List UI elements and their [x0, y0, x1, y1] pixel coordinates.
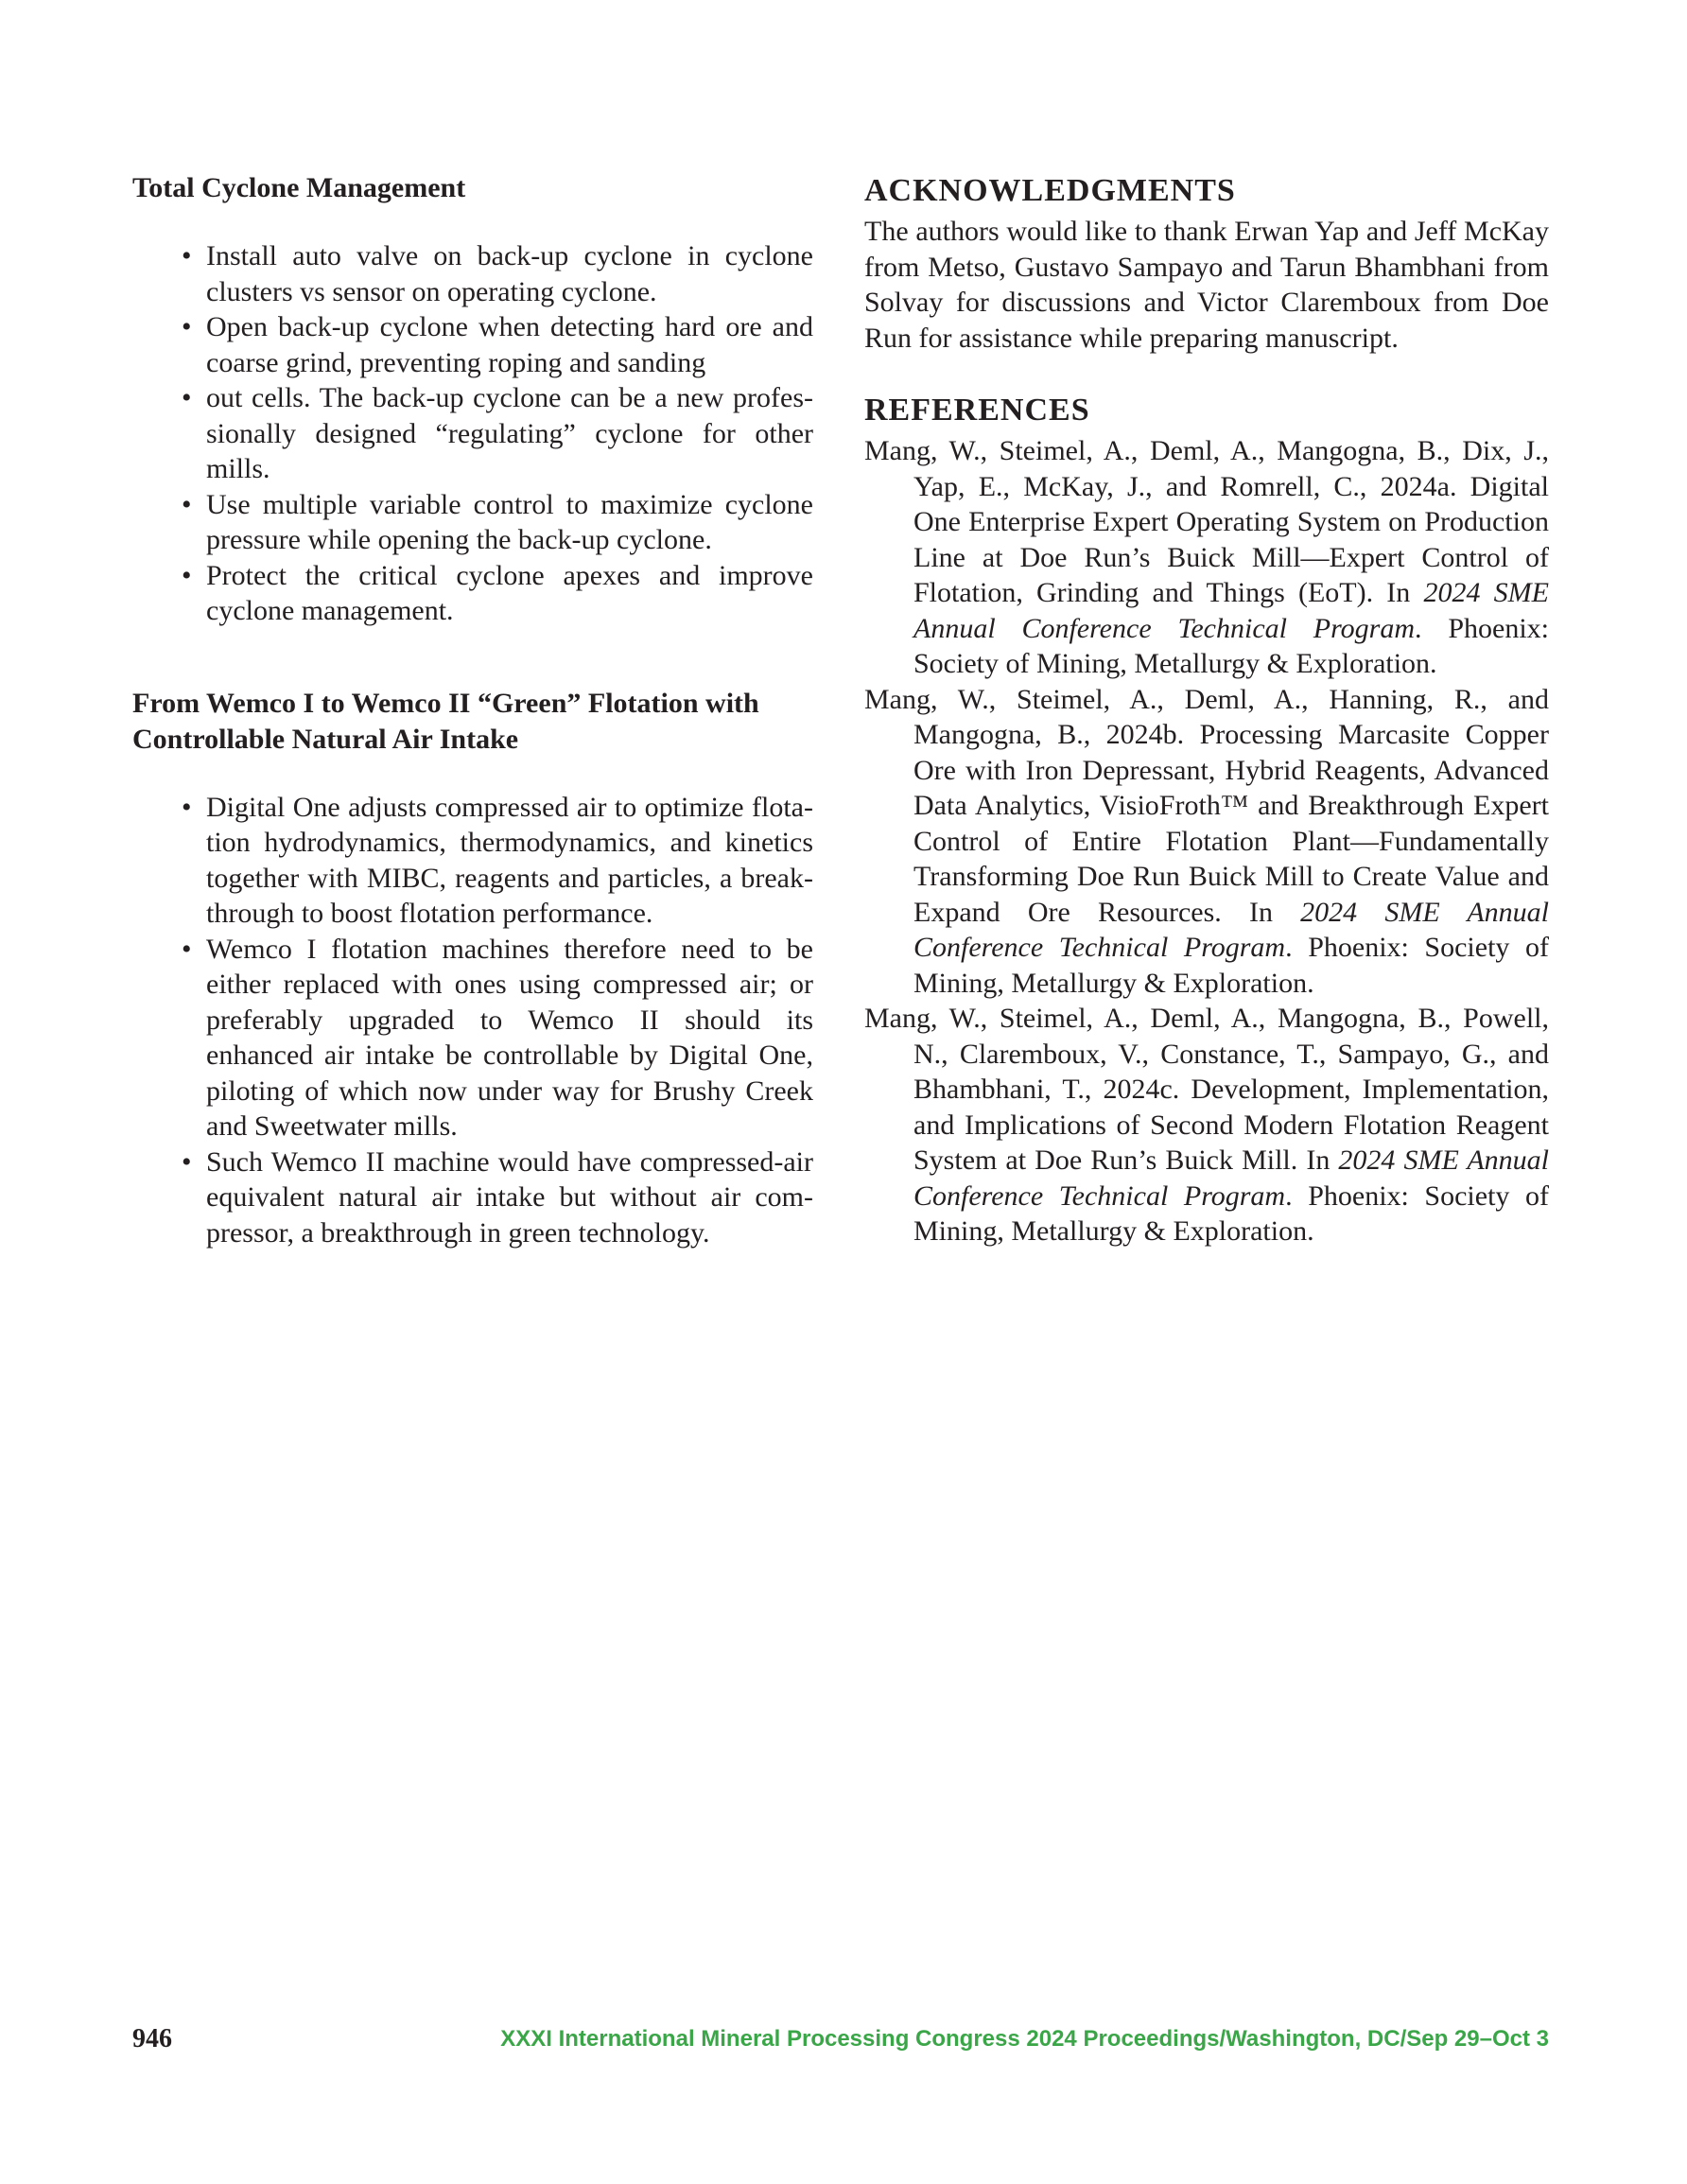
list-item: • Digital One adjusts compressed air to optimize flotation hydrodynamics, thermodynamics, and kinetics together with MIBC, reagents and particles, a breakthrough to boost flotation performance. [182, 791, 813, 929]
list-item: • out cells. The back-up cyclone can be a new professionally designed “regulating” cyclone for other mills. [182, 382, 813, 484]
list-item: • Wemco I flotation machines therefore need to be either replaced with ones using compressed air; or preferably upgraded to Wemco II should its enhanced air intake be controllable by Digital One, piloting of which now under way for Brushy Creek and Sweetwater mills. [182, 933, 813, 1142]
bullet-list-wemco [132, 790, 813, 1251]
bullet-icon: • [182, 559, 192, 591]
bullet-icon: • [182, 488, 192, 520]
bullet-icon: • [182, 382, 192, 413]
bullet-icon: • [182, 311, 192, 342]
section-heading-wemco: From Wemco I to Wemco II “Green” Flotation with Controllable Natural Air Intake [132, 687, 759, 755]
bullet-icon: • [182, 240, 192, 271]
list-item: • Install auto valve on back-up cyclone in cyclone clusters vs sensor on operating cyclone. [182, 240, 813, 307]
list-item: • Such Wemco II machine would have compressed-air equivalent natural air intake but without air compressor, a breakthrough in green technology. [182, 1145, 813, 1249]
references-title: REFERENCES [864, 393, 1090, 428]
page-footer [132, 2020, 1549, 2058]
reference-item: Mang, W., Steimel, A., Deml, A., Hanning, R., and Mangogna, B., 2024b. Processing Marcasite Copper Ore with Iron Depressant, Hybrid Reagents, Advanced Data Analytics, VisioFroth™ and Breakthrough Expert Control of Entire Flotation Plant—Fundamentally Transforming Doe Run Buick Mill to Create Value and Expand Ore Resources. In 2024 SME Annual Conference Technical Program. Phoenix: Society of Mining, Metallurgy & Exploration. [864, 683, 1549, 999]
reference-item: Mang, W., Steimel, A., Deml, A., Mangogna, B., Dix, J., Yap, E., McKay, J., and Romrell, C., 2024a. Digital One Enterprise Expert Operating System on Production Line at Doe Run’s Buick Mill—Expert Control of Flotation, Grinding and Things (EoT). In 2024 SME Annual Conference Technical Program. Phoenix: Society of Mining, Metallurgy & Exploration. [864, 435, 1549, 679]
list-item: • Use multiple variable control to maximize cyclone pressure while opening the back-up cyclone. [182, 488, 813, 555]
acknowledgments-text: The authors would like to thank Erwan Yap and Jeff McKay from Metso, Gustavo Sampayo and Tarun Bhambhani from Solvay for discussions and Victor Claremboux from Doe Run for assistance while preparing manuscript. [864, 216, 1549, 354]
list-item: • Open back-up cyclone when detecting hard ore and coarse grind, preventing roping and sanding [182, 311, 813, 378]
bullet-icon: • [182, 933, 192, 965]
section-heading-total-cyclone-management: Total Cyclone Management [132, 172, 466, 203]
list-item: • Protect the critical cyclone apexes and improve cyclone management. [182, 559, 813, 626]
bullet-icon: • [182, 1145, 192, 1178]
footer-conference-text: XXXI International Mineral Processing Congress 2024 Proceedings/Washington, DC/Sep 29–Oct 3 [500, 2026, 1549, 2052]
bullet-list-cyclone [132, 238, 813, 629]
acknowledgments-title: ACKNOWLEDGMENTS [864, 173, 1236, 208]
right-column [864, 170, 1549, 1249]
reference-item: Mang, W., Steimel, A., Deml, A., Mangogna, B., Powell, N., Claremboux, V., Constance, T., Sampayo, G., and Bhambhani, T., 2024c. Development, Implementation, and Implications of Second Modern Flotation Reagent System at Doe Run’s Buick Mill. In 2024 SME Annual Conference Technical Program. Phoenix: Society of Mining, Metallurgy & Exploration. [864, 1003, 1550, 1247]
page-number: 946 [132, 2024, 172, 2053]
reference-list [864, 433, 1549, 1249]
left-column [132, 170, 813, 1250]
bullet-icon: • [182, 791, 192, 823]
